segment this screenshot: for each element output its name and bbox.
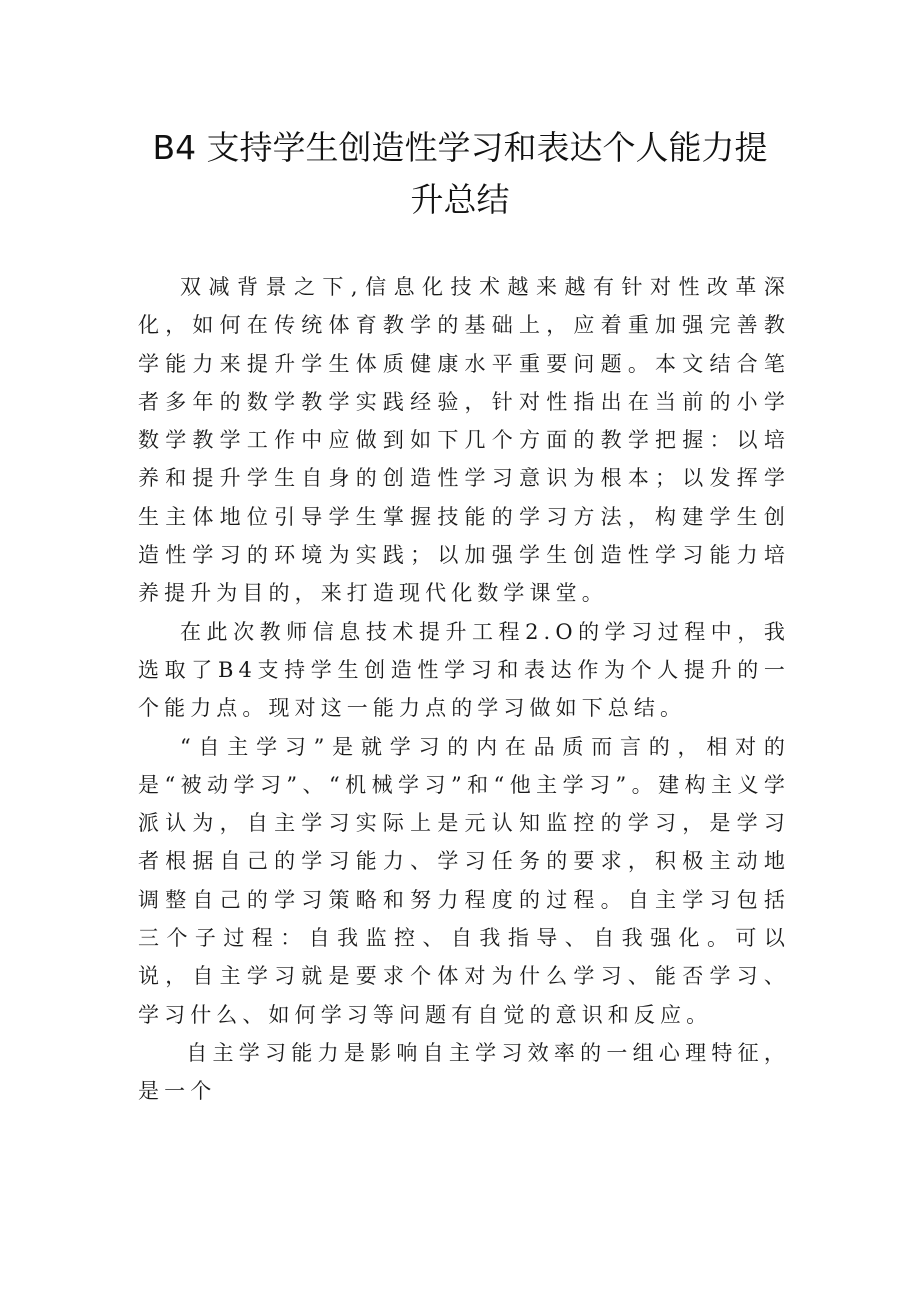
document-body [138, 268, 790, 1111]
paragraph-4: 自主学习能力是影响自主学习效率的一组心理特征，是一个 [138, 1040, 790, 1104]
paragraph-2: 在此次教师信息技术提升工程2.O的学习过程中，我选取了B4支持学生创造性学习和表达作为个人提升的一个能力点。现对这一能力点的学习做如下总结。 [138, 619, 790, 721]
paragraph-1: 双减背景之下,信息化技术越来越有针对性改革深化，如何在传统体育教学的基础上，应着重加强完善教学能力来提升学生体质健康水平重要问题。本文结合笔者多年的数学教学实践经验，针对性指出在当前的小学数学教学工作中应做到如下几个方面的教学把握：以培养和提升学生自身的创造性学习意识为根本；以发挥学生主体地位引导学生掌握技能的学习方法，构建学生创造性学习的环境为实践；以加强学生创造性学习能力培养提升为目的，来打造现代化数学课堂。 [138, 275, 790, 606]
paragraph-3: “自主学习”是就学习的内在品质而言的，相对的是“被动学习”、“机械学习”和“他主学习”。建构主义学派认为，自主学习实际上是元认知监控的学习，是学习者根据自己的学习能力、学习任务的要求，积极主动地调整自己的学习策略和努力程度的过程。自主学习包括三个子过程：自我监控、自我指导、自我强化。可以说，自主学习就是要求个体对为什么学习、能否学习、学习什么、如何学习等问题有自觉的意识和反应。 [138, 734, 790, 1027]
document-title: B4 支持学生创造性学习和表达个人能力提升总结 [152, 128, 768, 219]
